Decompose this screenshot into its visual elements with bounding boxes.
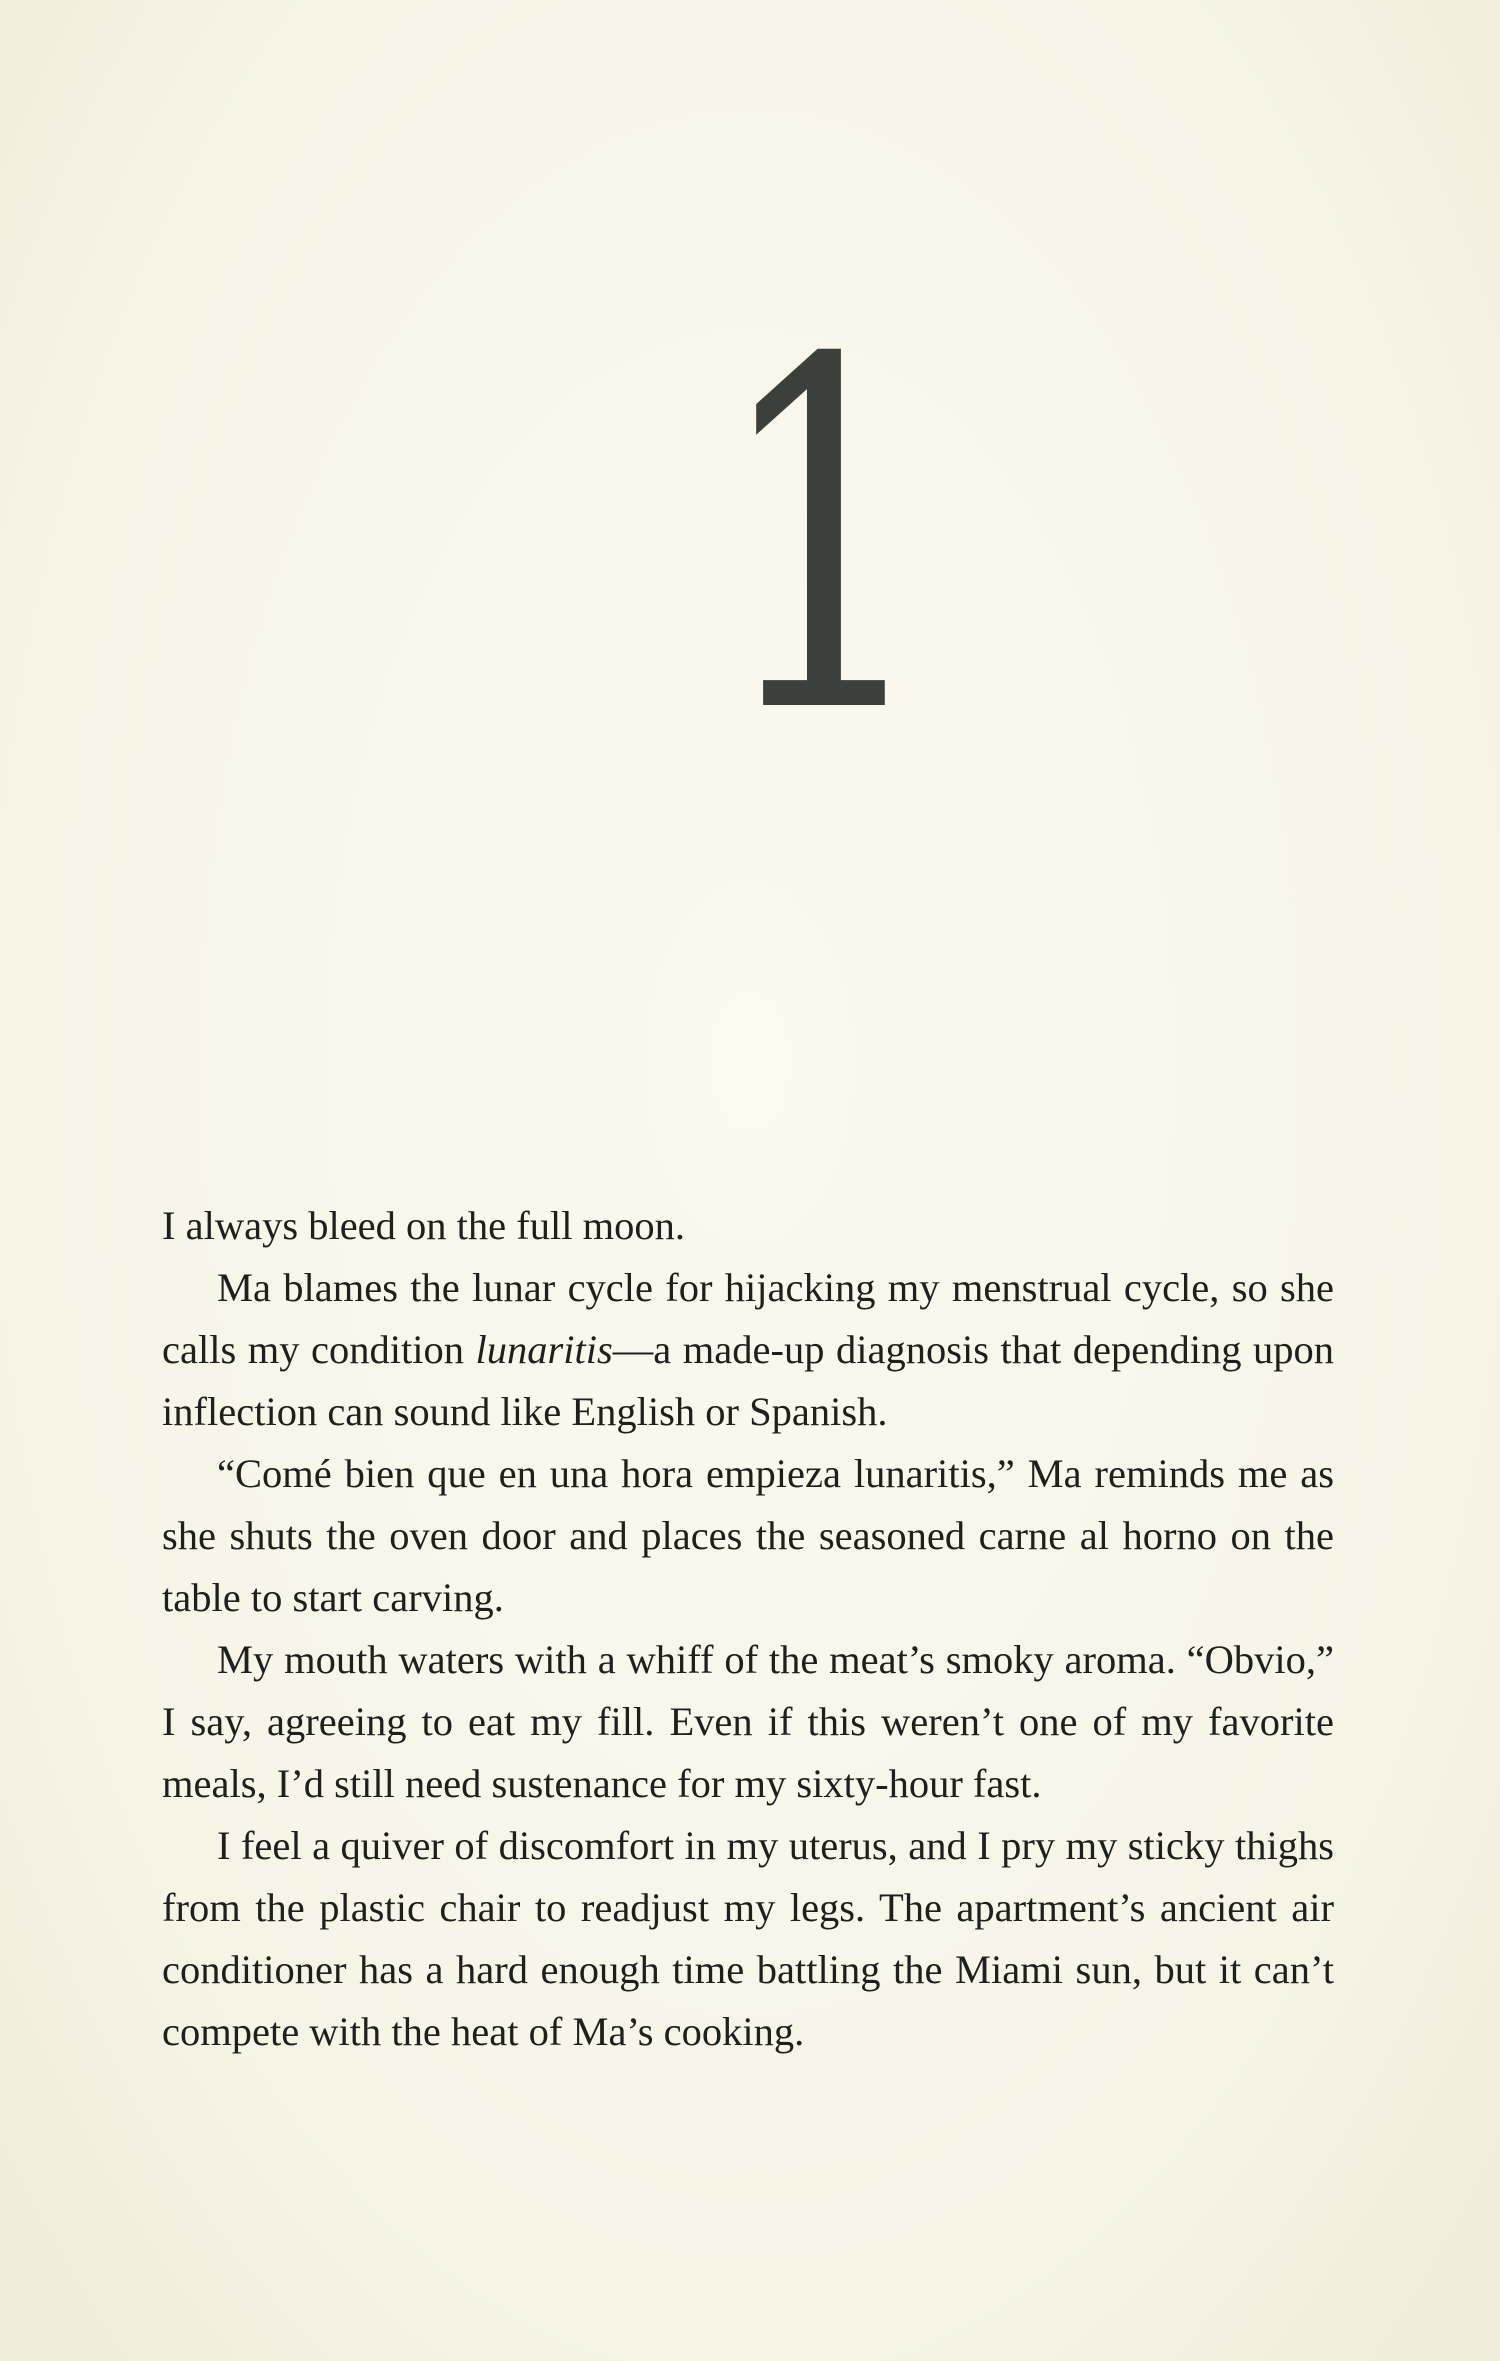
paragraph-2-after: —a made-up diagnosis that depending upon inflection can sound like English or Spanish. (162, 1327, 1334, 1434)
chapter-number: 1 (714, 260, 934, 819)
paragraph-3: “Comé bien que en una hora empieza lunaritis,” Ma reminds me as she shuts the oven door and places the seasoned carne al horno on the table to start carving. (162, 1451, 1334, 1620)
paragraph-5: I feel a quiver of discomfort in my uterus, and I pry my sticky thighs from the plastic chair to readjust my legs. The apartment’s ancient air conditioner has a hard enough time battling the Miami sun, but it can’t compete with the heat of Ma’s cooking. (162, 1823, 1334, 2054)
paragraph-1: I always bleed on the full moon. (162, 1203, 685, 1248)
chapter-body (162, 1195, 1334, 2063)
paragraph-4: My mouth waters with a whiff of the meat’s smoky aroma. “Obvio,” I say, agreeing to eat my fill. Even if this weren’t one of my favorite meals, I’d still need sustenance for my sixty-hour fast. (162, 1637, 1334, 1806)
paragraph-2 (162, 1257, 1334, 1443)
paragraph-2-before: Ma blames the lunar cycle for hijacking my menstrual cycle, so she calls my condition (162, 1265, 1334, 1372)
italic-term-lunaritis: lunaritis (475, 1327, 613, 1372)
